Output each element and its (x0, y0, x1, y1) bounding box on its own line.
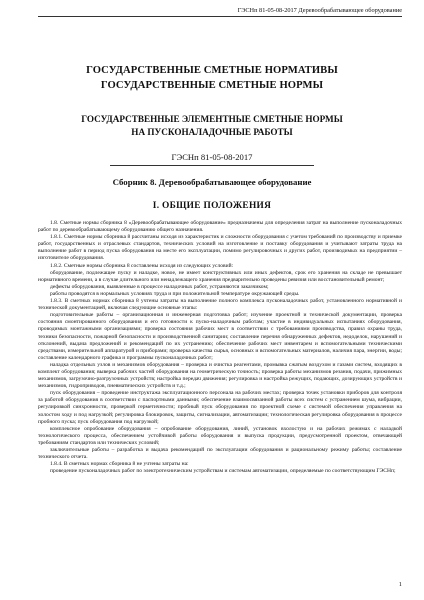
document-code: ГЭСНп 81-05-08-2017 (171, 152, 253, 162)
body-paragraph: заключительные работы – разработка и выдача рекомендаций по эксплуатации оборудования и рациональному режиму работы; составление технического отчета. (38, 447, 402, 461)
body-paragraph: 1.8.4. В сметных нормах сборника 8 не учтены затраты на: (50, 461, 189, 468)
section-title: I. ОБЩИЕ ПОЛОЖЕНИЯ (152, 201, 272, 211)
body-paragraph: проведение пусконаладочных работ по электротехническим устройствам и системам автоматизации, определяемые по соответствующим ГЭСНп; (50, 468, 396, 475)
body-paragraph: работы проводятся в нормальных условиях труда и при положительной температуре окружающей среды. (50, 290, 300, 297)
subtitle-line-1: ГОСУДАРСТВЕННЫЕ ЭЛЕМЕНТНЫЕ СМЕТНЫЕ НОРМЫ (81, 114, 343, 124)
subtitle-line-2: НА ПУСКОНАЛАДОЧНЫЕ РАБОТЫ (131, 127, 293, 137)
body-paragraph: комплексное опробование оборудования – опробование оборудования, линий, установок вхолостую и на рабочих режимах с наладкой технологического процесса, обеспечением устойчивой работы оборудования и выпуска продукции, предусмотренной проектом, отвечающей требованиям стандартов или технических условий; (38, 425, 402, 446)
body-paragraph: 1.8.1. Сметные нормы сборника 8 рассчитаны исходя из характеристик и сложности оборудования с учетом требований по производству и приемке работ, государственных и отраслевых стандартов, технических условий на изготовление и поставку оборудования и учитывают затраты труда на выполнение работ в период пуска оборудования на месте его эксплуатации, помимо регулировочных и других работ, производимых на предприятии – изготовителе оборудования. (38, 234, 402, 262)
body-paragraph: пуск оборудования – проведение инструктажа эксплуатационного персонала на рабочих местах; проверка точек установки приборов для контроля за работой оборудования в соответствии с паспортными данными; обеспечение взаимосвязанной работы всех систем с устранением шума, вибрации, регулировкой синхронности, проверкой герметичности; пробный пуск оборудования по проектной схеме с системой обеспечения управления на холостом ходу и под нагрузкой; регулировка блокировок, защиты, сигнализации, автоматизации; технологическая регулировка оборудования в процессе пробного пуска; пуск оборудования под нагрузкой; (38, 390, 402, 425)
body-paragraph: оборудование, подлежащее пуску и наладке, новое, не имеет конструктивных или иных дефектов, срок его хранения на складе не превышает нормативного времени, а в случае длительного или ненадлежащего хранения предварительно проведены ревизия или восстановительный ремонт; (38, 269, 402, 283)
collection-title: Сборник 8. Деревообрабатывающее оборудование (112, 177, 312, 187)
body-paragraph: 1.8.3. В сметных нормах сборника 8 учтены затраты на выполнение полного комплекса пусконаладочных работ, установленного нормативной и технической документацией, включая следующие основные этапы: (38, 298, 402, 312)
body-text (38, 220, 402, 475)
title-line-2: ГОСУДАРСТВЕННЫЕ СМЕТНЫЕ НОРМЫ (100, 80, 324, 91)
body-paragraph: подготовительные работы – организационная и инженерная подготовка работ; изучение проектной и технической документации, проверка состояния смонтированного оборудования и его готовности к пуско-наладочным работам; участие в индивидуальных испытаниях оборудования, проводимых монтажными организациями; проверка состояния рабочих мест в соответствии с требованиями производства, правил охраны труда, техники безопасности, пожарной безопасности и производственной санитарии; составление перечня обнаруженных дефектов, недоделок, нарушений и отклонений, выдача предложений и рекомендаций по их устранению; обеспечение рабочих мест инвентарем и вспомогательными техническими средствами, измерительной аппаратурой и приборами; проверка качества сырья, основных и вспомогательных материалов, наличия пара, энергии, воды; составление календарного графика и программы пусконаладочных работ; (38, 312, 402, 361)
title-line-1: ГОСУДАРСТВЕННЫЕ СМЕТНЫЕ НОРМАТИВЫ (86, 65, 338, 76)
running-header: ГЭСНп 81-05-08-2017 Деревообрабатывающее оборудование (237, 7, 402, 14)
body-paragraph: 1.8. Сметные нормы сборника 8 «Деревообрабатывающее оборудование» предназначены для определения затрат на выполнение пусконаладочных работ по деревообрабатывающему оборудованию общего назначения. (38, 220, 402, 234)
body-paragraph: дефекты оборудования, выявленные в процессе наладочных работ, устраняются заказчиком; (50, 283, 269, 290)
page-number: 1 (398, 581, 402, 588)
body-paragraph: наладка отдельных узлов и механизмов оборудования – проверка и очистка реагентами, промывка сжатым воздухом и газами систем, входящих в комплект оборудования; выверка рабочих частей оборудования на геометрическую точность; проверка работы механизмов резания, подачи, прижимных механизмов, загрузочно-разгрузочных устройств; настройка передач движения; регулировка и настройка режущих, подающих, дозирующих устройств и механизмов, гидроприводов, пневматических устройств и т.д.; (38, 361, 402, 390)
body-paragraph: 1.8.2. Сметные нормы сборника 8 составлены исходя из следующих условий: (50, 262, 234, 269)
code-rule (110, 165, 314, 166)
header-rule (38, 16, 402, 17)
